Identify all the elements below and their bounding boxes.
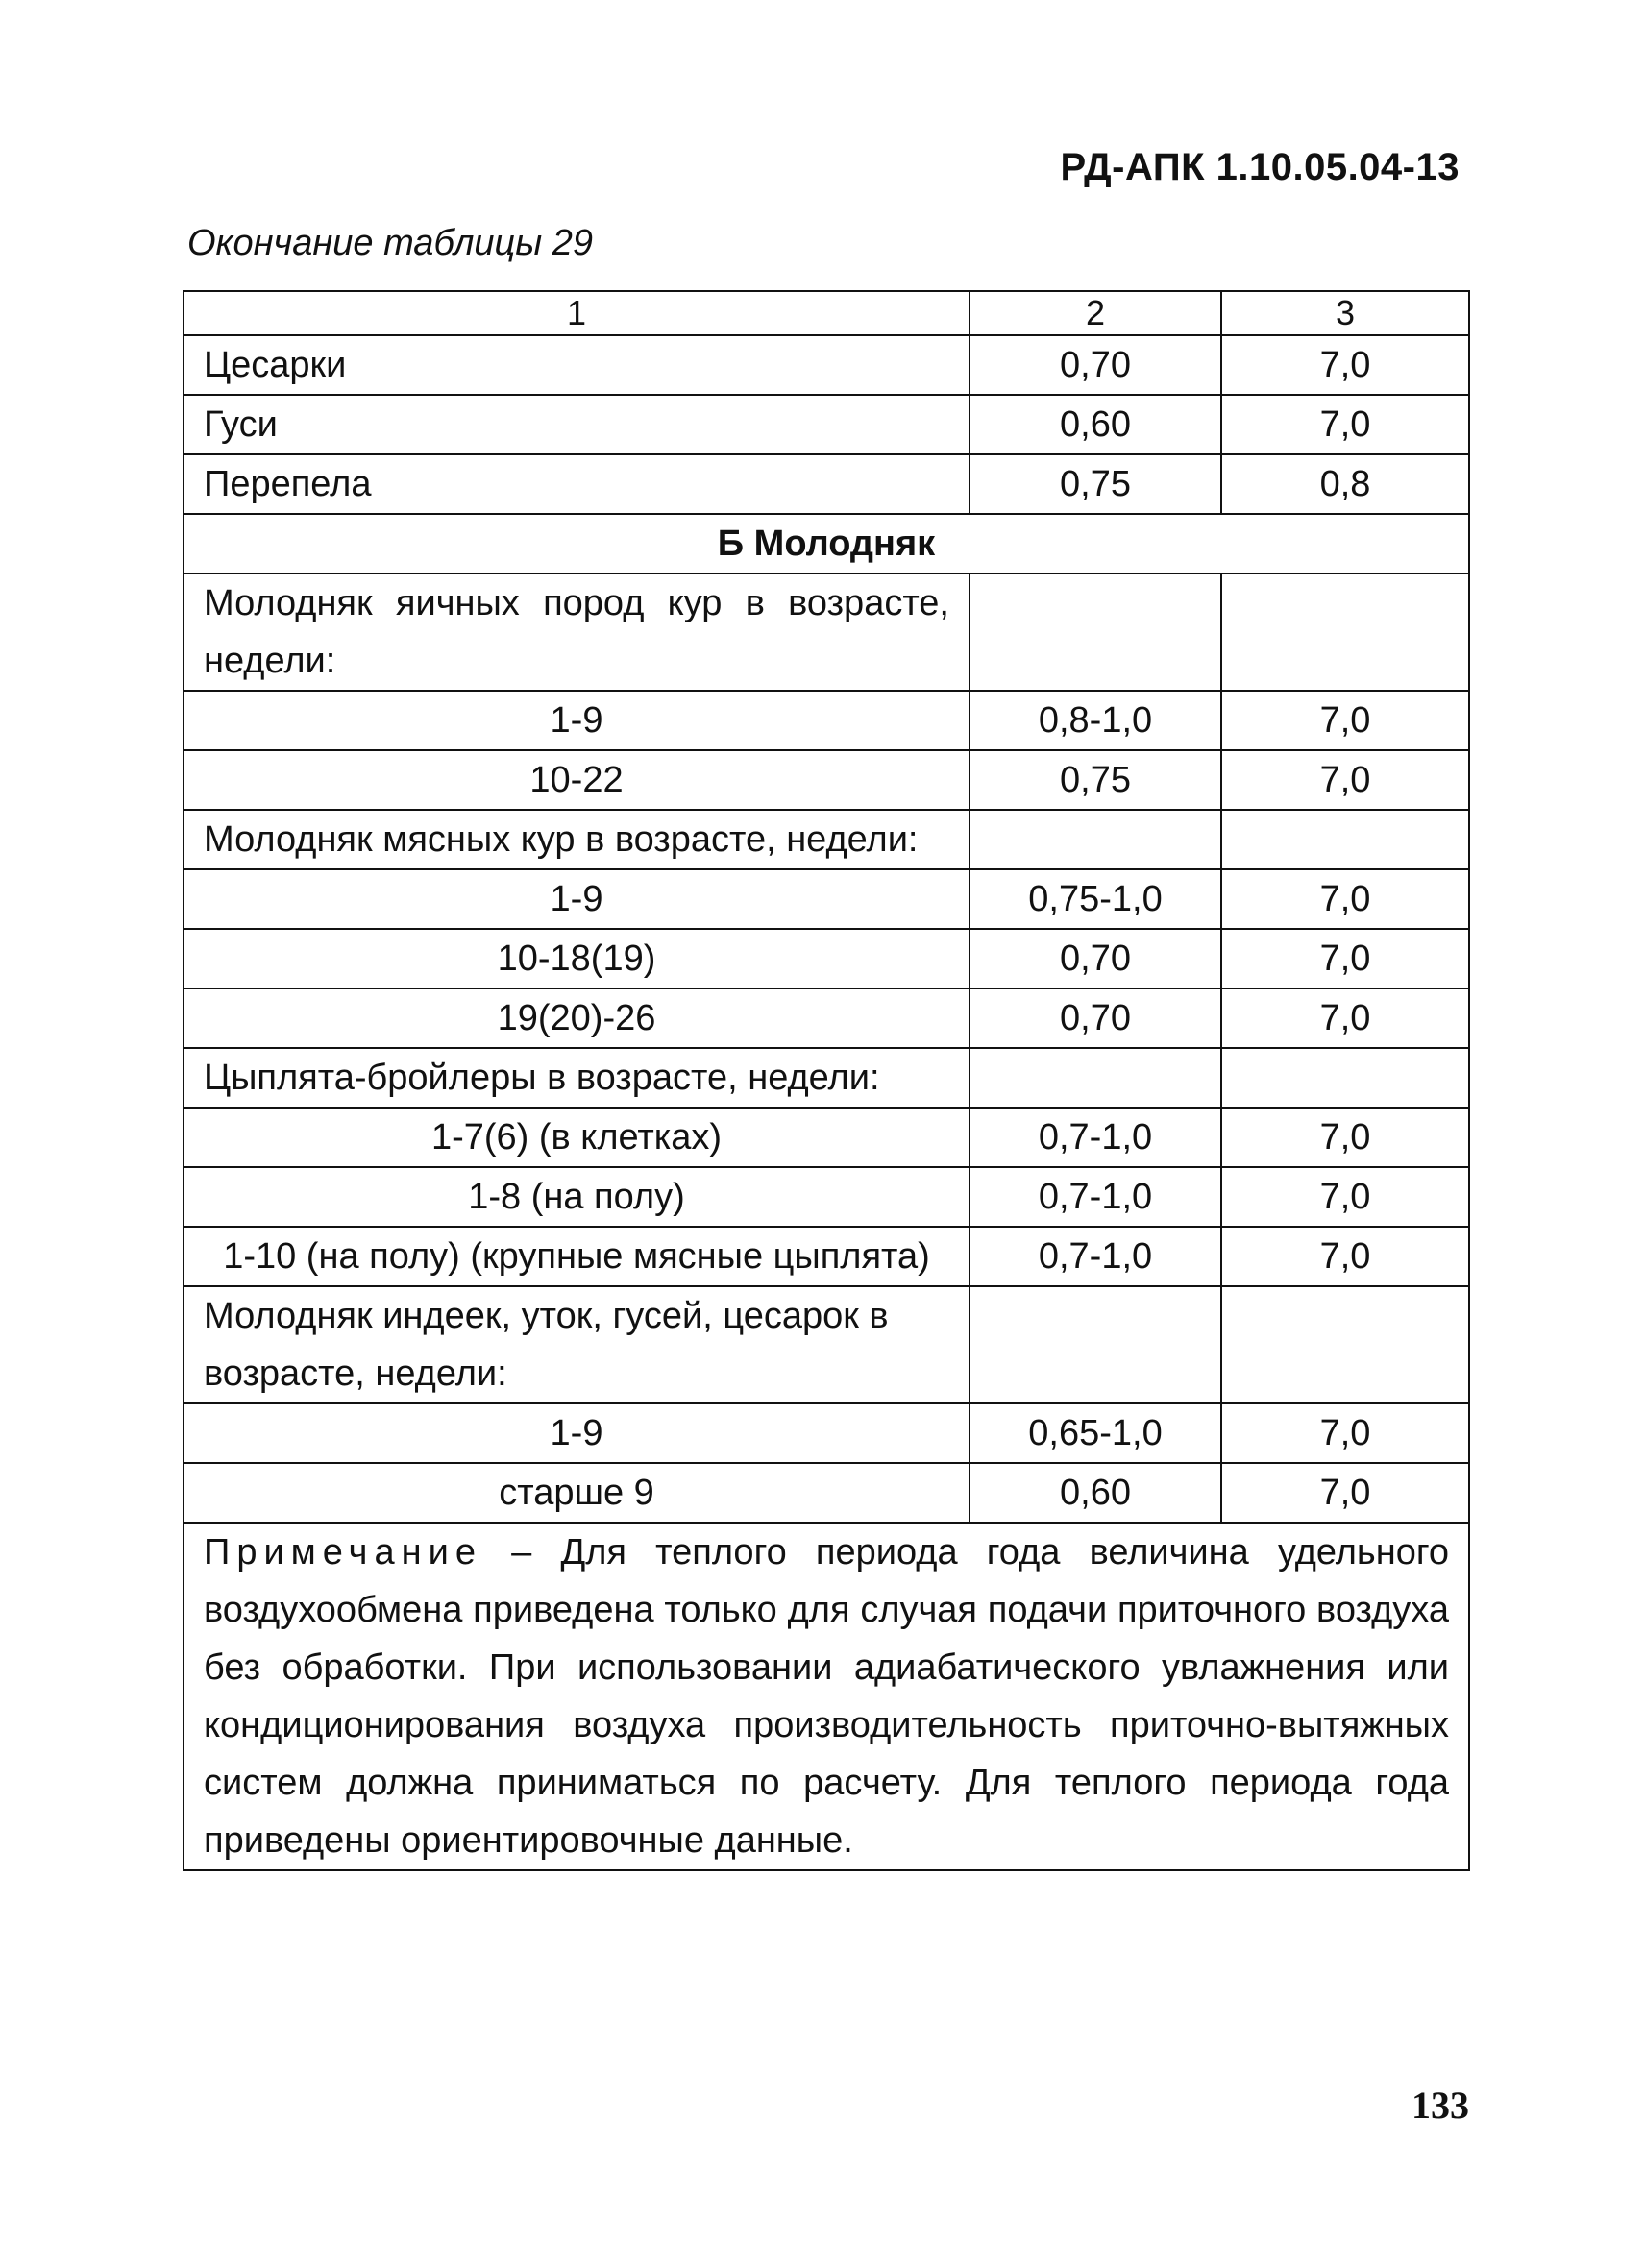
row-name: старше 9 bbox=[184, 1463, 970, 1523]
data-table bbox=[183, 290, 1470, 1871]
empty-cell bbox=[1221, 1286, 1469, 1403]
row-value-3: 7,0 bbox=[1221, 1167, 1469, 1227]
row-value-2: 0,7-1,0 bbox=[970, 1108, 1221, 1167]
row-name: Цесарки bbox=[184, 335, 970, 395]
row-value-3: 7,0 bbox=[1221, 1463, 1469, 1523]
table-row bbox=[184, 1167, 1469, 1227]
table-row bbox=[184, 1227, 1469, 1286]
table-row bbox=[184, 1463, 1469, 1523]
table-row bbox=[184, 1403, 1469, 1463]
row-name: Перепела bbox=[184, 454, 970, 514]
row-name: 1-9 bbox=[184, 1403, 970, 1463]
table-row bbox=[184, 691, 1469, 750]
group-title-row bbox=[184, 573, 1469, 691]
row-value-3: 7,0 bbox=[1221, 1108, 1469, 1167]
row-name: Гуси bbox=[184, 395, 970, 454]
table-caption: Окончание таблицы 29 bbox=[187, 223, 594, 263]
group-title-row bbox=[184, 810, 1469, 869]
row-value-3: 0,8 bbox=[1221, 454, 1469, 514]
row-value-3: 7,0 bbox=[1221, 335, 1469, 395]
row-value-3: 7,0 bbox=[1221, 691, 1469, 750]
row-value-2: 0,8-1,0 bbox=[970, 691, 1221, 750]
row-value-2: 0,75 bbox=[970, 454, 1221, 514]
row-name: 1-8 (на полу) bbox=[184, 1167, 970, 1227]
section-row bbox=[184, 514, 1469, 573]
empty-cell bbox=[1221, 1048, 1469, 1108]
row-name: 19(20)-26 bbox=[184, 988, 970, 1048]
row-value-3: 7,0 bbox=[1221, 869, 1469, 929]
row-value-3: 7,0 bbox=[1221, 988, 1469, 1048]
group-title: Молодняк мясных кур в возрасте, недели: bbox=[184, 810, 970, 869]
row-value-3: 7,0 bbox=[1221, 750, 1469, 810]
row-value-3: 7,0 bbox=[1221, 929, 1469, 988]
group-title-row bbox=[184, 1286, 1469, 1403]
empty-cell bbox=[970, 1048, 1221, 1108]
table-row bbox=[184, 750, 1469, 810]
note-text: Для теплого периода года величина удельного воздухообмена приведена только для случая подачи приточного воздуха без обработки. При использовании адиабатического увлажнения или кондиционирования воздуха производительность приточно-вытяжных систем должна приниматься по расчету. Для теплого периода года приведены ориентировочные данные. bbox=[204, 1532, 1449, 1861]
empty-cell bbox=[970, 1286, 1221, 1403]
row-value-3: 7,0 bbox=[1221, 395, 1469, 454]
row-value-2: 0,60 bbox=[970, 395, 1221, 454]
row-value-2: 0,60 bbox=[970, 1463, 1221, 1523]
table-header-row bbox=[184, 291, 1469, 335]
group-title: Молодняк яичных пород кур в возрасте, недели: bbox=[184, 573, 970, 691]
row-name: 1-7(6) (в клетках) bbox=[184, 1108, 970, 1167]
table-row bbox=[184, 1108, 1469, 1167]
section-title: Б Молодняк bbox=[184, 514, 1469, 573]
table-row bbox=[184, 454, 1469, 514]
row-value-2: 0,65-1,0 bbox=[970, 1403, 1221, 1463]
page-number: 133 bbox=[1412, 2084, 1469, 2127]
table-row bbox=[184, 395, 1469, 454]
document-code: РД-АПК 1.10.05.04-13 bbox=[1060, 146, 1460, 188]
table-note bbox=[184, 1523, 1469, 1870]
row-value-2: 0,70 bbox=[970, 929, 1221, 988]
row-name: 10-18(19) bbox=[184, 929, 970, 988]
empty-cell bbox=[1221, 573, 1469, 691]
group-title: Цыплята-бройлеры в возрасте, недели: bbox=[184, 1048, 970, 1108]
group-title: Молодняк индеек, уток, гусей, цесарок в возрасте, недели: bbox=[184, 1286, 970, 1403]
row-name: 1-9 bbox=[184, 869, 970, 929]
row-value-2: 0,70 bbox=[970, 335, 1221, 395]
column-header-3: 3 bbox=[1221, 291, 1469, 335]
row-value-2: 0,70 bbox=[970, 988, 1221, 1048]
empty-cell bbox=[1221, 810, 1469, 869]
row-value-2: 0,7-1,0 bbox=[970, 1167, 1221, 1227]
note-label: Примечание bbox=[204, 1532, 482, 1573]
row-value-2: 0,7-1,0 bbox=[970, 1227, 1221, 1286]
column-header-1: 1 bbox=[184, 291, 970, 335]
row-value-3: 7,0 bbox=[1221, 1227, 1469, 1286]
table-row bbox=[184, 869, 1469, 929]
row-value-2: 0,75-1,0 bbox=[970, 869, 1221, 929]
note-dash: – bbox=[481, 1532, 561, 1573]
empty-cell bbox=[970, 573, 1221, 691]
row-value-2: 0,75 bbox=[970, 750, 1221, 810]
empty-cell bbox=[970, 810, 1221, 869]
column-header-2: 2 bbox=[970, 291, 1221, 335]
row-name: 1-10 (на полу) (крупные мясные цыплята) bbox=[184, 1227, 970, 1286]
note-row bbox=[184, 1523, 1469, 1870]
table-row bbox=[184, 335, 1469, 395]
table-row bbox=[184, 988, 1469, 1048]
table-row bbox=[184, 929, 1469, 988]
row-name: 10-22 bbox=[184, 750, 970, 810]
row-value-3: 7,0 bbox=[1221, 1403, 1469, 1463]
group-title-row bbox=[184, 1048, 1469, 1108]
row-name: 1-9 bbox=[184, 691, 970, 750]
